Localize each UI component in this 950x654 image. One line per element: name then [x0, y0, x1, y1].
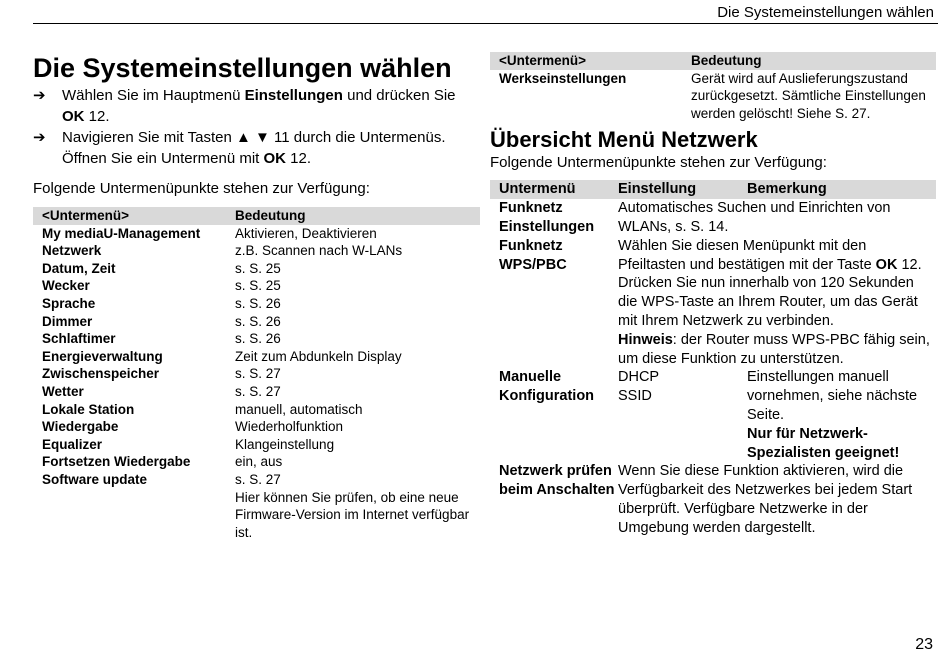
submenu-table	[33, 207, 480, 541]
ok-key: OK	[875, 256, 898, 273]
wps-instructions: Wählen Sie diesen Menüpunkt mit den Pfeiltasten und bestätigen mit der Taste	[618, 237, 876, 273]
submenu-meaning: s. S. 27 Hier können Sie prüfen, ob eine neue Firmware-Version im Internet verfügbar ist.	[235, 471, 470, 540]
table-row	[33, 330, 480, 348]
remark-text: Einstellungen manuell vornehmen, siehe nächste Seite.	[747, 369, 918, 423]
step-1	[33, 85, 480, 127]
note-text: : der Router muss WPS-PBC fähig sein, um diese Funktion zu unterstützen.	[618, 331, 930, 367]
submenu-name: Funknetz Einstellungen	[499, 200, 595, 235]
submenu-name: Energieverwaltung	[42, 348, 163, 364]
table-row	[33, 277, 480, 295]
network-menu-title: Übersicht Menü Netzwerk	[490, 127, 758, 153]
step-2-key: OK	[263, 150, 286, 167]
submenu-meaning: s. S. 27	[235, 383, 281, 399]
left-column	[33, 52, 480, 541]
step-1-key: OK	[62, 108, 85, 125]
table-row	[33, 348, 480, 366]
table-row	[490, 199, 936, 237]
submenu-name: Schlaftimer	[42, 331, 116, 347]
submenu-meaning: s. S. 26	[235, 331, 281, 347]
table-row	[33, 471, 480, 541]
row-description	[618, 237, 936, 369]
submenu-name: Funknetz WPS/PBC	[499, 237, 567, 273]
arrow-right-icon: ➔	[33, 87, 46, 104]
table-row	[33, 365, 480, 383]
table-row	[33, 401, 480, 419]
row-description: Wenn Sie diese Funktion aktivieren, wird die Verfügbarkeit des Netzwerkes bei jedem Start überprüft. Verfügbare Netzwerke in der Umgebung werden dargestellt.	[618, 463, 913, 536]
submenu-meaning: s. S. 26	[235, 313, 281, 329]
setting-dhcp: DHCP	[618, 369, 660, 386]
column-header: Bemerkung	[747, 181, 827, 198]
step-1-text-2: und drücken Sie	[342, 87, 456, 104]
submenu-meaning: ein, aus	[235, 454, 283, 470]
submenu-name: Wecker	[42, 278, 90, 294]
step-2	[33, 127, 480, 169]
submenu-name: Netzwerk	[42, 243, 102, 259]
column-header: Einstellung	[618, 181, 697, 198]
submenu-name: Fortsetzen Wiedergabe	[42, 454, 191, 470]
section-title: Die Systemeinstellungen wählen	[33, 53, 452, 83]
network-intro-text: Folgende Untermenüpunkte stehen zur Verfügung:	[490, 154, 827, 172]
page-number: 23	[915, 636, 933, 653]
submenu-name: My mediaU-Management	[42, 225, 201, 241]
table-row	[33, 260, 480, 278]
table-header-row	[490, 52, 936, 70]
table-header-row	[490, 180, 936, 199]
submenu-table-continued	[490, 52, 936, 122]
table-row	[33, 242, 480, 260]
step-2-text-2: 12.	[286, 150, 312, 167]
table-row	[33, 453, 480, 471]
table-header-row	[33, 207, 480, 225]
submenu-meaning: Aktivieren, Deaktivieren	[235, 225, 377, 241]
column-header: Untermenü	[499, 181, 576, 198]
remark-warning: Nur für Netzwerk-Spezialisten geeignet!	[747, 425, 900, 461]
submenu-name: Dimmer	[42, 313, 93, 329]
submenu-meaning: s. S. 25	[235, 278, 281, 294]
step-1-text-3: 12.	[84, 108, 110, 125]
submenu-name: Netzwerk prüfen beim Anschalten	[499, 463, 615, 499]
submenu-meaning: Wiederholfunktion	[235, 419, 344, 435]
submenu-meaning: s. S. 25	[235, 260, 281, 276]
row-description: Automatisches Suchen und Einrichten von WLANs, s. S. 14.	[618, 200, 891, 235]
submenu-name: Zwischenspeicher	[42, 366, 160, 382]
table-row	[490, 237, 936, 369]
header-rule	[33, 23, 938, 24]
running-header: Die Systemeinstellungen wählen	[717, 4, 934, 21]
table-row	[33, 225, 480, 243]
submenu-name: Manuelle Konfiguration	[499, 369, 595, 405]
step-1-menu: Einstellungen	[244, 87, 343, 104]
setting-list	[618, 368, 747, 462]
column-header: Bedeutung	[235, 208, 306, 223]
step-list	[33, 85, 480, 169]
column-header: <Untermenü>	[499, 53, 587, 68]
submenu-name: Wetter	[42, 383, 84, 399]
submenu-name: Equalizer	[42, 436, 103, 452]
step-2-text: Navigieren Sie mit Tasten ▲ ▼ 11 durch die Untermenüs. Öffnen Sie ein Untermenü mit	[62, 129, 446, 167]
submenu-name: Werkseinstellungen	[499, 70, 627, 86]
table-row	[33, 295, 480, 313]
submenu-name: Wiedergabe	[42, 419, 119, 435]
intro-text: Folgende Untermenüpunkte stehen zur Verfügung:	[33, 180, 370, 197]
wps-instructions-2: 12. Drücken Sie nun innerhalb von 120 Sekunden die WPS-Taste an Ihrem Router, um das Gerät mit Ihrem Netzwerk zu verbinden.	[618, 256, 922, 329]
submenu-meaning: Klangeinstellung	[235, 436, 335, 452]
column-header: <Untermenü>	[42, 208, 130, 223]
submenu-meaning: manuell, automatisch	[235, 401, 363, 417]
setting-ssid: SSID	[618, 388, 652, 405]
arrow-right-icon: ➔	[33, 129, 46, 146]
table-row	[33, 383, 480, 401]
submenu-meaning: Gerät wird auf Auslieferungszustand zurückgesetzt. Sämtliche Einstellungen werden gelöscht! Siehe S. 27.	[691, 70, 926, 121]
step-1-text: Wählen Sie im Hauptmenü	[62, 87, 245, 104]
right-column	[490, 52, 936, 538]
submenu-meaning: Zeit zum Abdunkeln Display	[235, 348, 402, 364]
submenu-meaning: s. S. 27	[235, 366, 281, 382]
submenu-name: Sprache	[42, 295, 96, 311]
submenu-name: Datum, Zeit	[42, 260, 116, 276]
submenu-name: Lokale Station	[42, 401, 135, 417]
table-row	[490, 462, 936, 537]
network-menu-table	[490, 180, 936, 537]
submenu-name: Software update	[42, 471, 148, 487]
submenu-meaning: z.B. Scannen nach W-LANs	[235, 243, 403, 259]
table-row	[33, 418, 480, 436]
table-row	[490, 368, 936, 462]
note-label: Hinweis	[618, 331, 673, 348]
remark	[747, 368, 936, 462]
table-row	[490, 70, 936, 123]
submenu-meaning: s. S. 26	[235, 295, 281, 311]
column-header: Bedeutung	[691, 53, 762, 68]
table-row	[33, 436, 480, 454]
table-row	[33, 313, 480, 331]
